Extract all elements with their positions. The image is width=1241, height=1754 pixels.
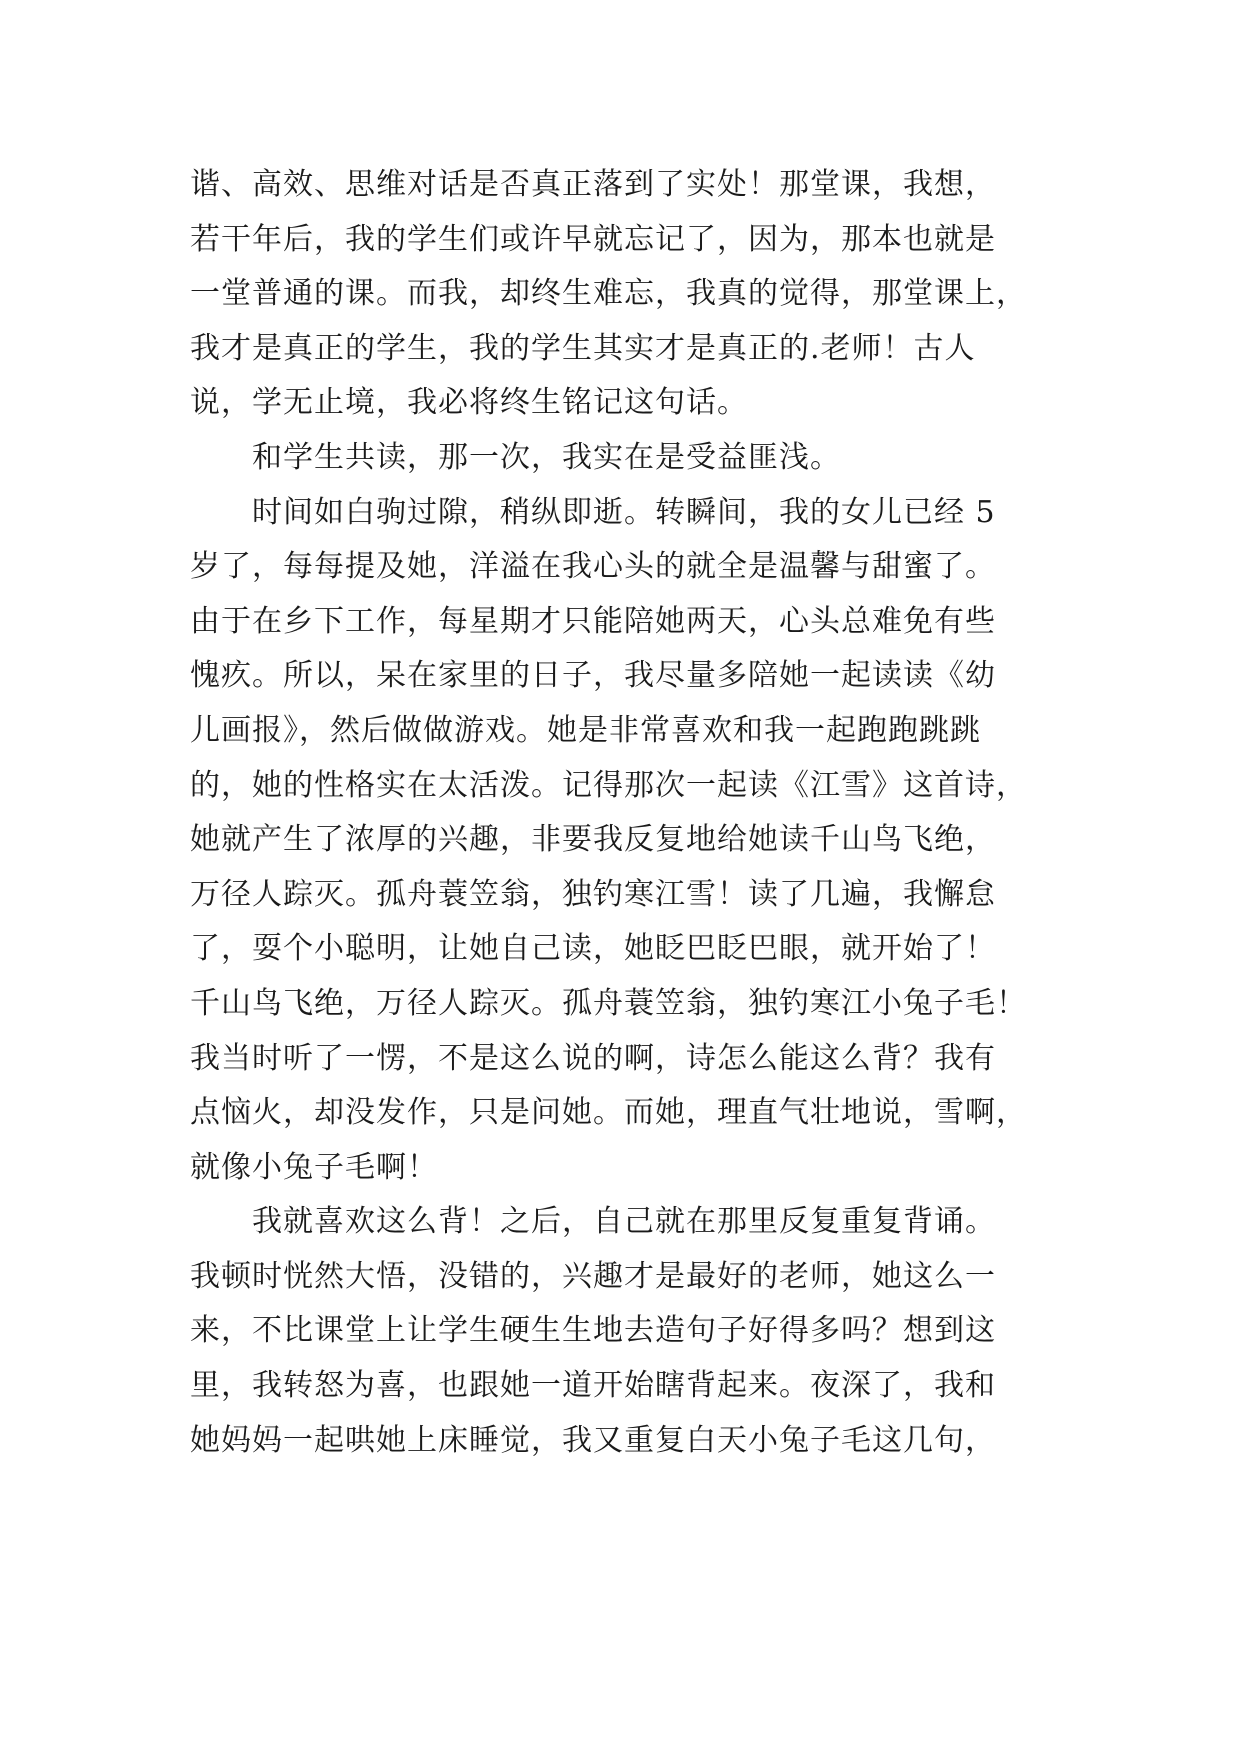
paragraph-first-line: 时间如白驹过隙，稍纵即逝。转瞬间，我的女儿已经 5 bbox=[252, 494, 996, 530]
text-line: 说，学无止境，我必将终生铭记这句话。 bbox=[190, 385, 748, 421]
text-line: 来，不比课堂上让学生硬生生地去造句子好得多吗？想到这 bbox=[190, 1313, 996, 1349]
text-line: 就像小兔子毛啊！ bbox=[190, 1149, 438, 1185]
text-line: 里，我转怒为喜，也跟她一道开始瞎背起来。夜深了，我和 bbox=[190, 1368, 996, 1404]
text-line: 岁了，每每提及她，洋溢在我心头的就全是温馨与甜蜜了。 bbox=[190, 549, 996, 585]
text-line: 我当时听了一愣，不是这么说的啊，诗怎么能这么背？我有 bbox=[190, 1040, 996, 1076]
text-line: 的，她的性格实在太活泼。记得那次一起读《江雪》这首诗， bbox=[190, 767, 1027, 803]
text-line: 我顿时恍然大悟，没错的，兴趣才是最好的老师，她这么一 bbox=[190, 1258, 996, 1294]
text-line: 一堂普通的课。而我，却终生难忘，我真的觉得，那堂课上， bbox=[190, 276, 1027, 312]
text-line: 万径人踪灭。孤舟蓑笠翁，独钓寒江雪！读了几遍，我懈怠 bbox=[190, 876, 996, 912]
text-line: 儿画报》，然后做做游戏。她是非常喜欢和我一起跑跑跳跳 bbox=[190, 712, 981, 748]
body-text bbox=[190, 158, 1070, 1468]
text-line: 谐、高效、思维对话是否真正落到了实处！那堂课，我想， bbox=[190, 167, 996, 202]
paragraph-first-line: 和学生共读，那一次，我实在是受益匪浅。 bbox=[252, 439, 841, 475]
text-line: 我才是真正的学生，我的学生其实才是真正的.老师！古人 bbox=[190, 330, 976, 366]
paragraph-first-line: 我就喜欢这么背！之后，自己就在那里反复重复背诵。 bbox=[252, 1204, 996, 1240]
text-line: 若干年后，我的学生们或许早就忘记了，因为，那本也就是 bbox=[190, 221, 996, 257]
text-line: 她就产生了浓厚的兴趣，非要我反复地给她读千山鸟飞绝， bbox=[190, 822, 996, 858]
text-line: 她妈妈一起哄她上床睡觉，我又重复白天小兔子毛这几句， bbox=[190, 1422, 996, 1458]
text-line: 了，耍个小聪明，让她自己读，她眨巴眨巴眼，就开始了！ bbox=[190, 931, 996, 967]
text-line: 由于在乡下工作，每星期才只能陪她两天，心头总难免有些 bbox=[190, 603, 996, 639]
text-line: 千山鸟飞绝，万径人踪灭。孤舟蓑笠翁，独钓寒江小兔子毛！ bbox=[190, 985, 1027, 1021]
text-line: 点恼火，却没发作，只是问她。而她，理直气壮地说，雪啊， bbox=[190, 1095, 1027, 1131]
text-line: 愧疚。所以，呆在家里的日子，我尽量多陪她一起读读《幼 bbox=[190, 658, 996, 694]
